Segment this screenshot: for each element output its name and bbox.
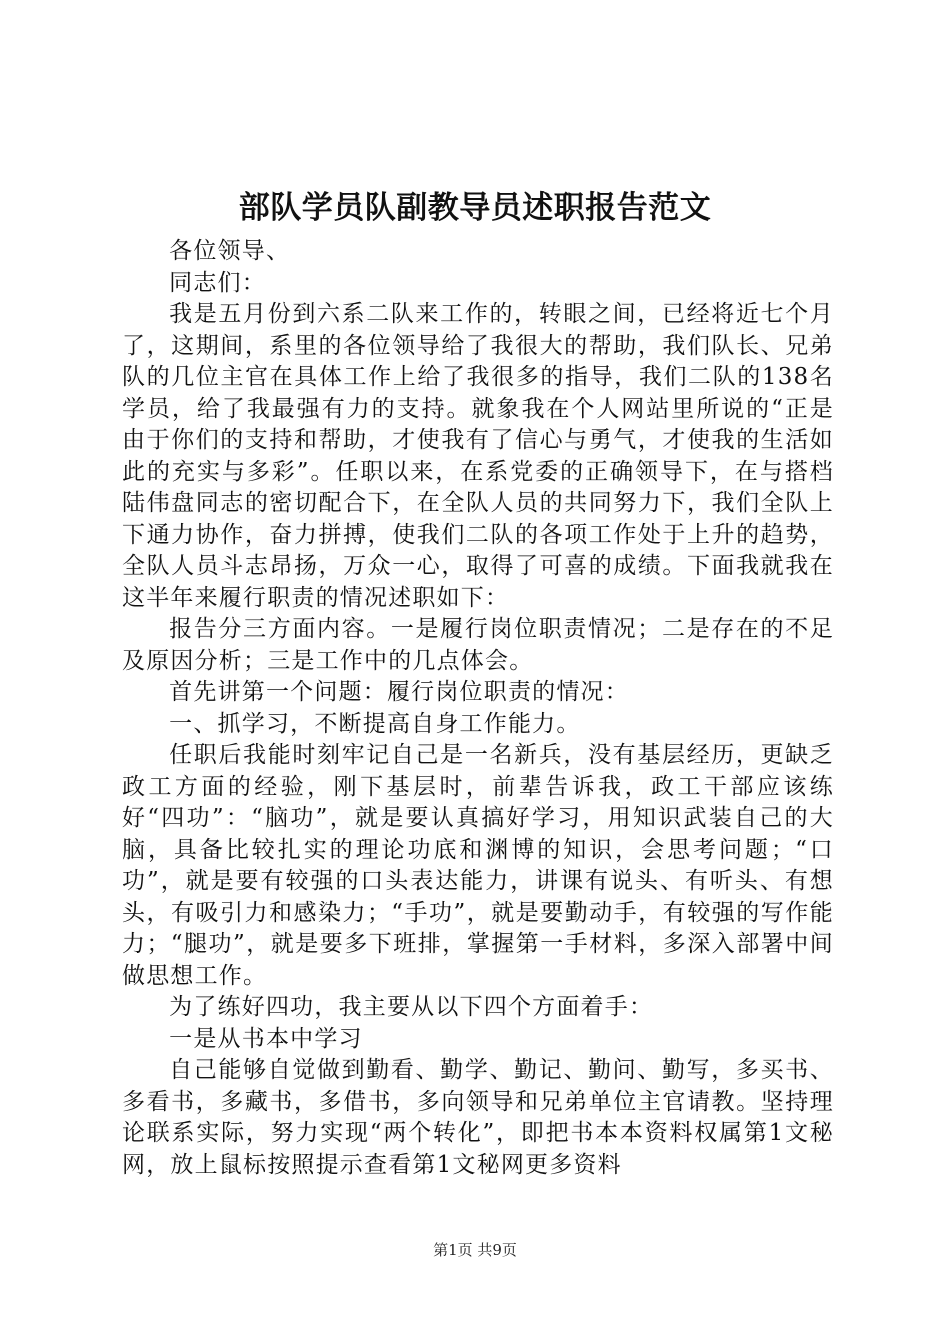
body-paragraph: 报告分三方面内容。一是履行岗位职责情况；二是存在的不足及原因分析；三是工作中的几点体会。 bbox=[122, 616, 834, 674]
body-paragraph: 首先讲第一个问题：履行岗位职责的情况： bbox=[169, 679, 629, 705]
body-paragraph: 我是五月份到六系二队来工作的，转眼之间，已经将近七个月了，这期间，系里的各位领导给了我很大的帮助，我们队长、兄弟队的几位主官在具体工作上给了我很多的指导，我们二队的138名学员，给了我最强有力的支持。就象我在个人网站里所说的“正是由于你们的支持和帮助，才使我有了信心与勇气，才使我的生活如此的充实与多彩”。任职以来，在系党委的正确领导下，在与搭档陆伟盘同志的密切配合下，在全队人员的共同努力下，我们全队上下通力协作，奋力拼搏，使我们二队的各项工作处于上升的趋势，全队人员斗志昂扬，万众一心，取得了可喜的成绩。下面我就我在这半年来履行职责的情况述职如下： bbox=[122, 301, 834, 611]
salutation-line-1: 各位领导、 bbox=[169, 238, 291, 264]
salutation-line-2: 同志们： bbox=[169, 269, 266, 296]
body-paragraph: 任职后我能时刻牢记自己是一名新兵，没有基层经历，更缺乏政工方面的经验，刚下基层时，前辈告诉我，政工干部应该练好“四功”：“脑功”，就是要认真搞好学习，用知识武装自己的大脑，具备比较扎实的理论功底和渊博的知识，会思考问题；“口功”，就是要有较强的口头表达能力，讲课有说头、有听头、有想头，有吸引力和感染力；“手功”，就是要勤动手，有较强的写作能力；“腿功”，就是要多下班排，掌握第一手材料，多深入部署中间做思想工作。 bbox=[122, 742, 834, 989]
subsection-heading: 一是从书本中学习 bbox=[169, 1025, 363, 1052]
page-footer: 第1页 共9页 bbox=[433, 1241, 517, 1259]
section-heading: 一、抓学习，不断提高自身工作能力。 bbox=[169, 710, 581, 737]
document-title: 部队学员队副教导员述职报告范文 bbox=[238, 190, 712, 226]
document-body bbox=[122, 236, 834, 1181]
body-paragraph: 自己能够自觉做到勤看、勤学、勤记、勤问、勤写，多买书、多看书，多藏书，多借书，多向领导和兄弟单位主官请教。坚持理论联系实际，努力实现“两个转化”，即把书本本资料权属第1文秘网，放上鼠标按照提示查看第1文秘网更多资料 bbox=[122, 1057, 834, 1178]
body-paragraph: 为了练好四功，我主要从以下四个方面着手： bbox=[169, 994, 654, 1020]
